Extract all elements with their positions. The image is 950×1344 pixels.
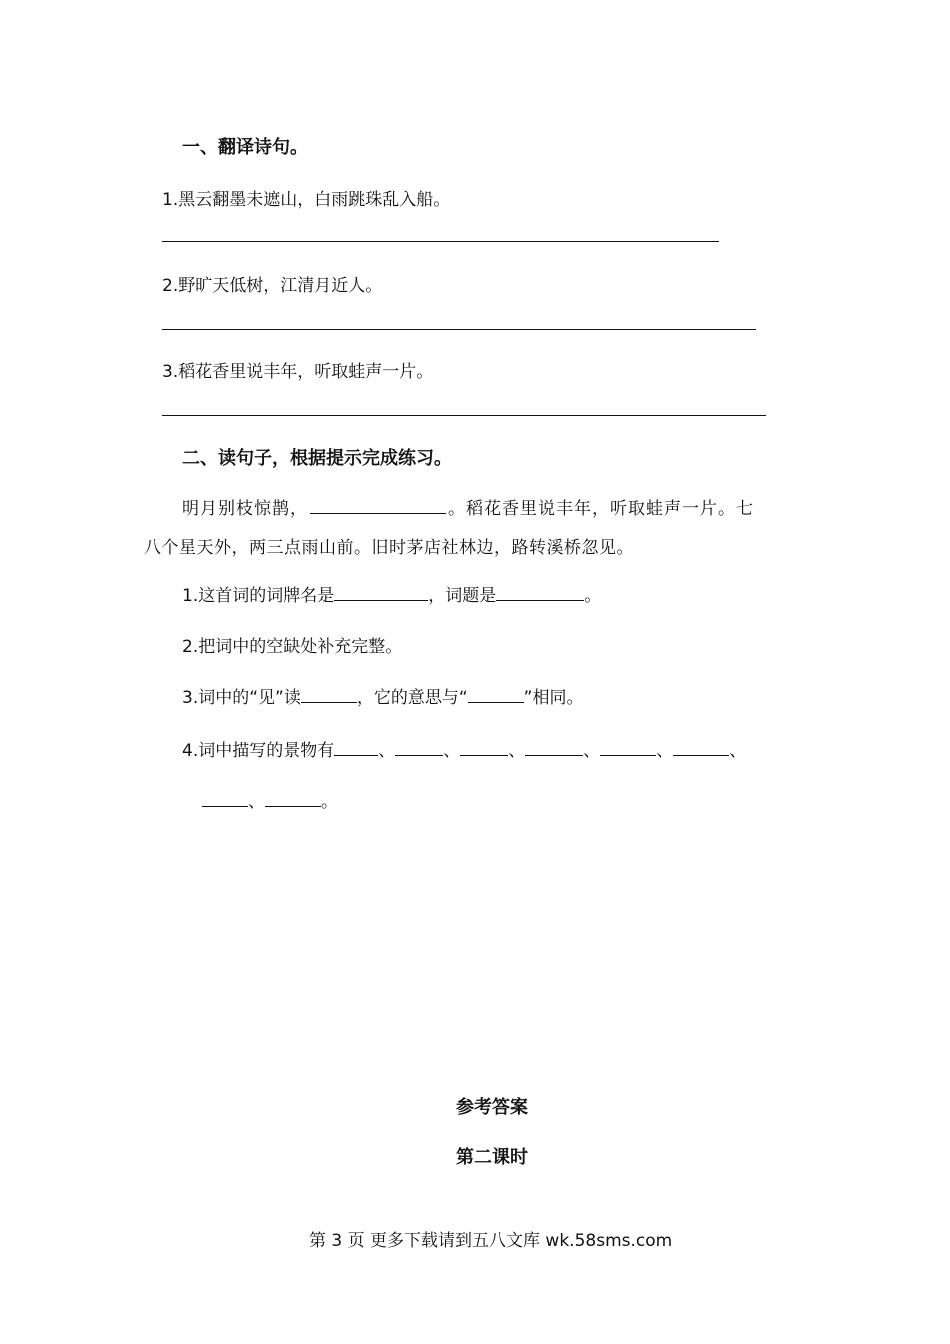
question-3-prompt: 3.词中的“见”读 bbox=[182, 688, 301, 708]
scenery-blank[interactable] bbox=[460, 741, 508, 756]
section2-heading: 二、读句子，根据提示完成练习。 bbox=[182, 448, 452, 469]
separator: 、 bbox=[729, 741, 747, 761]
passage-blank[interactable] bbox=[310, 499, 446, 514]
scenery-blank[interactable] bbox=[265, 792, 321, 807]
question-2: 2.把词中的空缺处补充完整。 bbox=[182, 637, 403, 657]
separator: 、 bbox=[583, 741, 601, 761]
question-4 bbox=[182, 736, 746, 761]
scenery-blank[interactable] bbox=[202, 792, 248, 807]
question-1-prompt: 1.这首词的词牌名是 bbox=[182, 586, 335, 606]
scenery-blank[interactable] bbox=[673, 741, 729, 756]
scenery-blank[interactable] bbox=[334, 741, 378, 756]
question-4-continued bbox=[202, 787, 338, 812]
scenery-blank[interactable] bbox=[395, 741, 443, 756]
answers-title: 参考答案 bbox=[456, 1097, 528, 1118]
answer-line-2[interactable] bbox=[162, 329, 756, 330]
passage-rest: 。稻花香里说丰年，听取蛙声一片。七 bbox=[448, 499, 754, 519]
question-3-end: ”相同。 bbox=[523, 688, 584, 708]
question-1-end: 。 bbox=[584, 586, 602, 606]
question-4-end: 。 bbox=[321, 792, 338, 812]
answer-line-1[interactable] bbox=[162, 241, 719, 242]
section1-heading: 一、翻译诗句。 bbox=[182, 137, 308, 158]
passage-line-1 bbox=[182, 494, 754, 519]
section1-item-1: 1.黑云翻墨未遮山，白雨跳珠乱入船。 bbox=[162, 190, 451, 210]
question-3-mid: ，它的意思与“ bbox=[356, 688, 468, 708]
section1-item-2: 2.野旷天低树，江清月近人。 bbox=[162, 276, 383, 296]
question-3 bbox=[182, 683, 583, 708]
question-1-mid: ，词题是 bbox=[428, 586, 497, 606]
separator: 、 bbox=[443, 741, 461, 761]
section1-item-3: 3.稻花香里说丰年，听取蛙声一片。 bbox=[162, 362, 434, 382]
question-1-blank-citi[interactable] bbox=[496, 586, 584, 601]
question-1-blank-cipaiming[interactable] bbox=[334, 586, 428, 601]
scenery-blank[interactable] bbox=[600, 741, 656, 756]
question-4-prompt: 4.词中描写的景物有 bbox=[182, 741, 335, 761]
separator: 、 bbox=[378, 741, 396, 761]
page-footer: 第 3 页 更多下载请到五八文库 wk.58sms.com bbox=[309, 1231, 673, 1251]
answer-line-3[interactable] bbox=[162, 415, 766, 416]
separator: 、 bbox=[656, 741, 674, 761]
passage-line-2: 八个星天外，两三点雨山前。旧时茅店社林边，路转溪桥忽见。 bbox=[144, 538, 634, 558]
question-3-blank-reading[interactable] bbox=[301, 688, 357, 703]
passage-start: 明月别枝惊鹊， bbox=[182, 499, 308, 519]
separator: 、 bbox=[508, 741, 526, 761]
question-1 bbox=[182, 581, 601, 606]
separator: 、 bbox=[248, 792, 265, 812]
scenery-blank[interactable] bbox=[525, 741, 583, 756]
question-3-blank-meaning[interactable] bbox=[468, 688, 524, 703]
answers-subtitle: 第二课时 bbox=[456, 1147, 528, 1168]
